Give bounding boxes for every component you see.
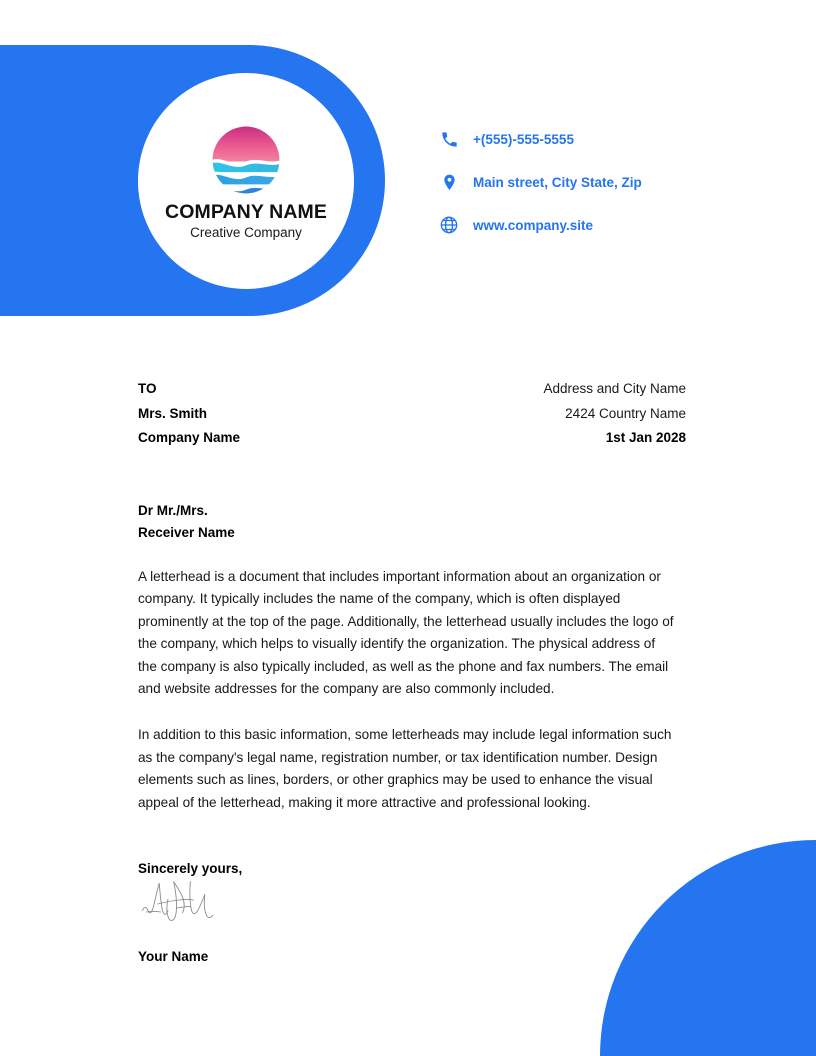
contact-row-website[interactable] (436, 212, 642, 238)
sender-block (543, 377, 686, 451)
signer-name: Your Name (138, 949, 209, 964)
logo-tagline: Creative Company (190, 225, 302, 241)
contact-address-text: Main street, City State, Zip (473, 174, 642, 190)
signoff-block (138, 860, 438, 931)
phone-icon (436, 126, 462, 152)
recipient-to-label: TO (138, 381, 157, 396)
letter-meta (138, 377, 686, 451)
recipient-company: Company Name (138, 430, 241, 445)
letter-date: 1st Jan 2028 (605, 430, 686, 445)
logo-company-name: COMPANY NAME (165, 200, 327, 223)
body-paragraph-1: A letterhead is a document that includes important information about an organization or company. It typically includes the name of the company, which is often displayed prominently at the top of the page. Additionally, the letterhead usually includes the logo of the company, which helps to visually identify the organization. The physical address of the company is also typically included, as well as the phone and fax numbers. The email and website addresses for the company are also commonly included. (138, 569, 674, 697)
contact-row-address[interactable] (436, 169, 642, 195)
letter-body (138, 566, 674, 814)
sender-address-line-1: Address and City Name (543, 381, 686, 396)
sender-address-line-2: 2424 Country Name (565, 405, 686, 421)
sunset-waves-logo-icon (208, 122, 284, 198)
location-pin-icon (436, 169, 462, 195)
recipient-block (138, 377, 240, 451)
handwritten-signature-icon (140, 874, 220, 926)
signoff-closing: Sincerely yours, (138, 861, 243, 876)
recipient-name: Mrs. Smith (138, 405, 208, 421)
contact-block (436, 126, 642, 238)
contact-website-text: www.company.site (473, 217, 594, 233)
salutation-block (138, 500, 686, 544)
contact-row-phone[interactable] (436, 126, 642, 152)
salutation-title: Dr Mr./Mrs. (138, 503, 208, 518)
body-paragraph-2: In addition to this basic information, some letterheads may include legal information such as the company's legal name, registration number, or tax identification number. Design elements such as lines, borders, or other graphics may be used to enhance the visual appeal of the letterhead, making it more attractive and professional looking. (138, 727, 672, 810)
contact-phone-text: +(555)-555-5555 (473, 131, 574, 147)
salutation-receiver-name: Receiver Name (138, 525, 235, 540)
footer-quarter-circle (600, 840, 816, 1056)
globe-icon (436, 212, 462, 238)
logo-lockup (148, 83, 344, 279)
